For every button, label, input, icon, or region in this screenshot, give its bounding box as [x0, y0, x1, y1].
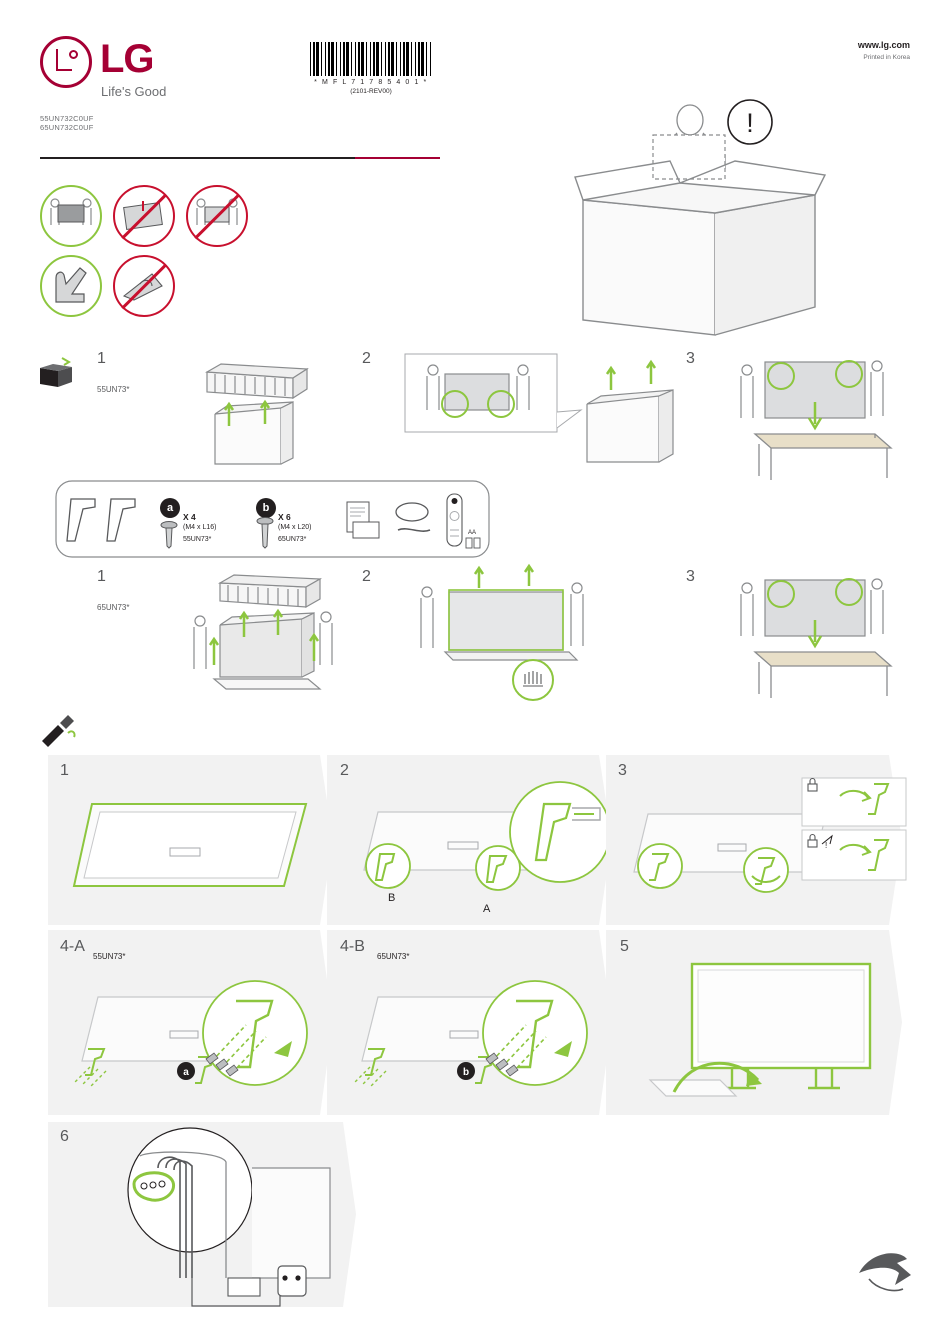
unpack-step-3-illustration [725, 352, 910, 487]
unpack-row2-step-3-number: 3 [686, 568, 695, 585]
assembly-label-B: B [388, 892, 396, 904]
header-divider-accent [355, 157, 440, 159]
unpack-row2-step-2-number: 2 [362, 568, 371, 585]
svg-text:b: b [462, 1067, 470, 1078]
screw-a-qty: X 4 [183, 512, 196, 522]
unpack-step-1-number: 1 [97, 350, 106, 367]
unpack-row1-model: 55UN73* [97, 385, 130, 394]
barcode-icon [310, 42, 432, 76]
stand-legs-icon [65, 495, 155, 547]
batteries-icon [466, 537, 482, 549]
unpack-step-2-number: 2 [362, 350, 371, 367]
website-block [858, 40, 910, 61]
open-box-illustration [575, 95, 835, 340]
unpack-row2-model: 65UN73* [97, 603, 130, 612]
svg-text:!: ! [746, 108, 754, 138]
printed-in: Printed in Korea [863, 54, 910, 61]
assembly-step-4a-number: 4-A [60, 938, 85, 955]
assembly-label-A: A [483, 903, 491, 915]
assembly-step-1-number: 1 [60, 762, 69, 779]
screw-a-tag: a [160, 498, 180, 518]
screwdriver-icon [38, 715, 78, 747]
assembly-step-2-number: 2 [340, 762, 349, 779]
unpack-row2-step-2-illustration [405, 570, 620, 705]
screw-a-icon [160, 520, 178, 548]
cable-tie-icon [392, 500, 434, 548]
barcode-revision: (2101-REV00) [350, 88, 392, 95]
website-url: www.lg.com [857, 40, 910, 50]
lg-wordmark: LG [100, 37, 154, 81]
unpack-row2-step-1-number: 1 [97, 568, 106, 585]
screw-a-model: 55UN73* [183, 536, 212, 543]
assembly-step-5-number: 5 [620, 938, 629, 955]
hand-glove-ok-icon [50, 264, 94, 308]
barcode-number: * M F L 7 1 7 8 5 4 0 1 * [314, 79, 428, 86]
assembly-step-5-illustration [640, 960, 895, 1110]
lg-circle-icon [40, 36, 92, 88]
lg-logo [40, 36, 210, 106]
screw-b-qty: X 6 [278, 512, 291, 522]
svg-text:!: ! [825, 841, 828, 850]
assembly-step-4b-number: 4-B [340, 938, 365, 955]
assembly-step-4a-model: 55UN73* [93, 952, 126, 961]
unpack-row2-step-1-illustration [180, 565, 350, 700]
assembly-step-4b-illustration [340, 975, 615, 1110]
assembly-step-6-illustration [100, 1128, 350, 1318]
lg-tagline: Life's Good [101, 84, 167, 99]
svg-text:a: a [183, 1067, 189, 1078]
unpack-step-1-illustration [185, 352, 325, 467]
screw-b-spec: (M4 x L20) [278, 524, 312, 531]
assembly-step-1-illustration [70, 790, 325, 915]
unpack-step-2-illustration [405, 352, 695, 472]
model-55: 55UN732C0UF [40, 114, 94, 123]
model-65: 65UN732C0UF [40, 123, 94, 132]
screw-b-icon [256, 516, 274, 548]
assembly-step-3-illustration [626, 792, 906, 922]
screw-b-model: 65UN73* [278, 536, 307, 543]
barcode-block [310, 42, 432, 95]
screw-a-spec: (M4 x L16) [183, 524, 217, 531]
assembly-step-6-number: 6 [60, 1128, 69, 1145]
unpack-box-icon [38, 356, 74, 388]
assembly-step-4a-illustration [60, 975, 335, 1110]
carry-two-people-ok-icon [48, 195, 94, 239]
assembly-step-3-number: 3 [618, 762, 627, 779]
assembly-step-4b-model: 65UN73* [377, 952, 410, 961]
manual-card-icon [345, 500, 385, 544]
model-numbers [40, 114, 93, 132]
unpack-row2-step-3-illustration [725, 570, 910, 705]
page-turn-icon [855, 1245, 915, 1300]
screw-b-tag: b [256, 498, 276, 518]
battery-label: AA [468, 530, 477, 536]
unpack-step-3-number: 3 [686, 350, 695, 367]
remote-control-icon [444, 492, 466, 548]
lg-dot-icon [69, 50, 78, 59]
